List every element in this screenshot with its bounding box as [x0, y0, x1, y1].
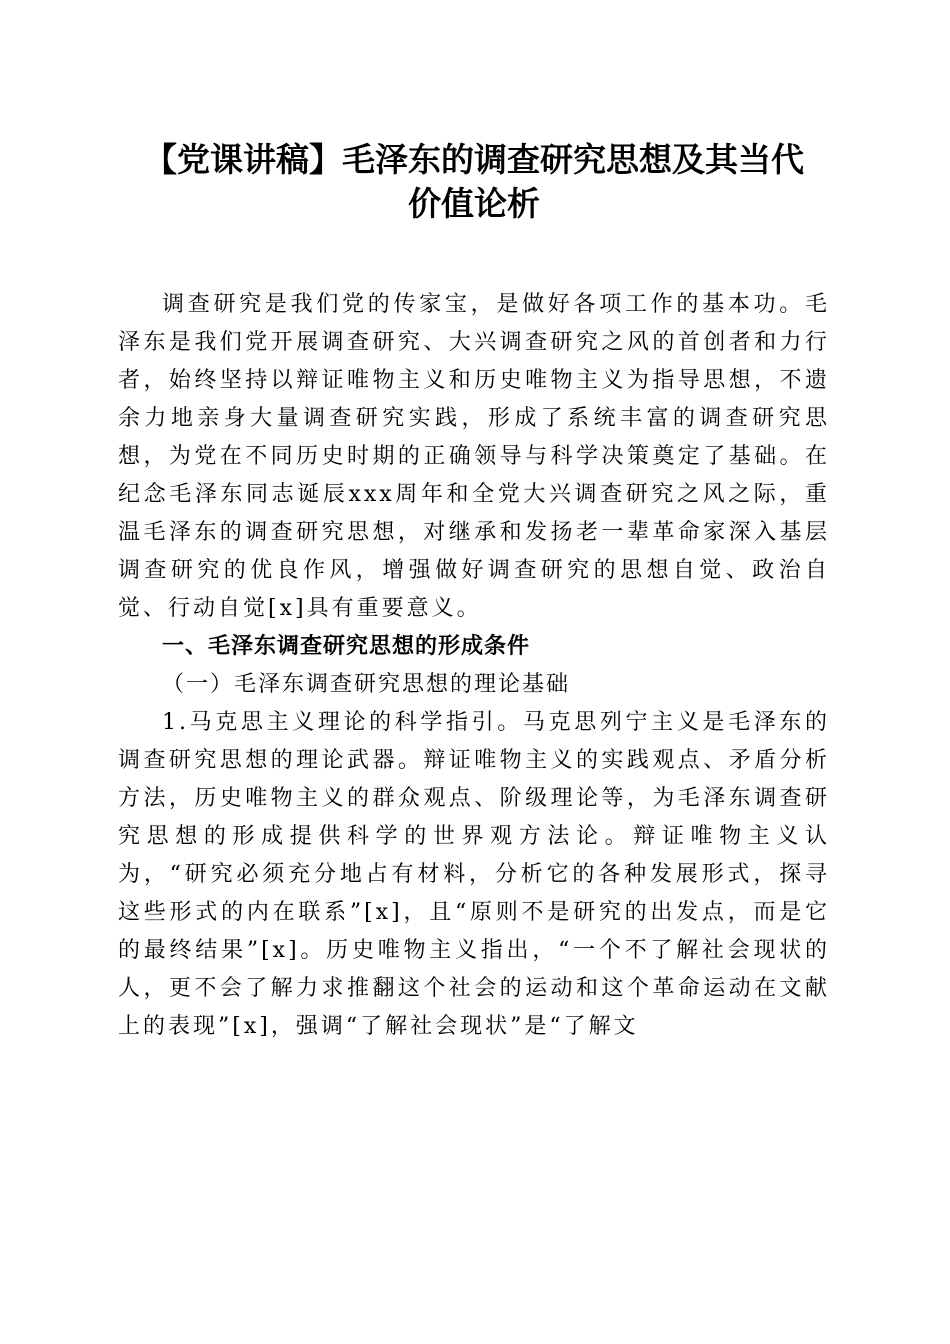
- section-heading: 一、毛泽东调查研究思想的形成条件: [162, 634, 531, 659]
- title-line-2: 价值论析: [408, 184, 540, 223]
- title-line-1: 【党课讲稿】毛泽东的调查研究思想及其当代: [144, 140, 804, 179]
- document-title: [118, 0, 830, 226]
- intro-paragraph: 调查研究是我们党的传家宝，是做好各项工作的基本功。毛泽东是我们党开展调查研究、大兴调查研究之风的首创者和力行者，始终坚持以辩证唯物主义和历史唯物主义为指导思想，不遗余力地亲身大量调查研究实践，形成了系统丰富的调查研究思想，为党在不同历史时期的正确领导与科学决策奠定了基础。在纪念毛泽东同志诞辰xxx周年和全党大兴调查研究之风之际，重温毛泽东的调查研究思想，对继承和发扬老一辈革命家深入基层调查研究的优良作风，增强做好调查研究的思想自觉、政治自觉、行动自觉[x]具有重要意义。: [118, 292, 830, 621]
- subsection-heading: （一）毛泽东调查研究思想的理论基础: [162, 672, 571, 697]
- document-body: [118, 286, 830, 1046]
- body-paragraph: 1.马克思主义理论的科学指引。马克思列宁主义是毛泽东的调查研究思想的理论武器。辩证唯物主义的实践观点、矛盾分析方法，历史唯物主义的群众观点、阶级理论等，为毛泽东调查研究思想的形成提供科学的世界观方法论。辩证唯物主义认为，“研究必须充分地占有材料，分析它的各种发展形式，探寻这些形式的内在联系”[x]，且“原则不是研究的出发点，而是它的最终结果”[x]。历史唯物主义指出，“一个不了解社会现状的人，更不会了解力求推翻这个社会的运动和这个革命运动在文献上的表现”[x]，强调“了解社会现状”是“了解文: [118, 710, 830, 1039]
- document-page: [118, 0, 830, 1046]
